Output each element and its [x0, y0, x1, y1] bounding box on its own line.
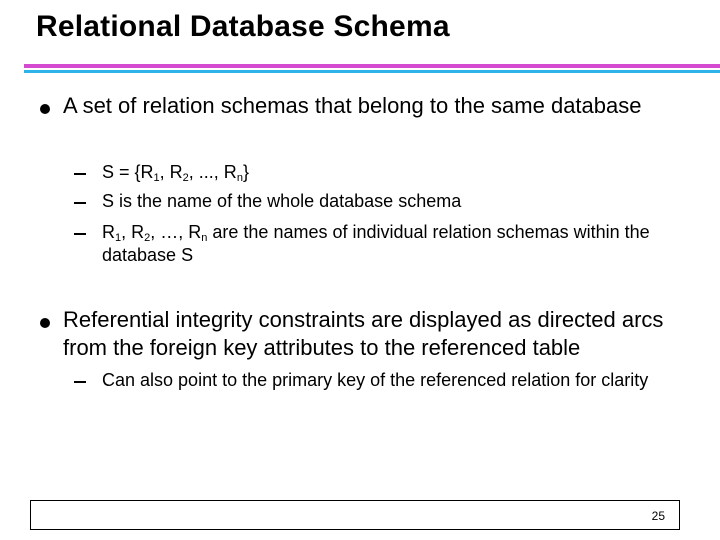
- slide-title: Relational Database Schema: [36, 10, 450, 43]
- subbullet-1-2: S is the name of the whole database schema: [102, 191, 462, 211]
- dash-icon: [74, 202, 86, 204]
- dash-icon: [74, 381, 86, 383]
- page-number: 25: [651, 509, 665, 523]
- subbullet-1-1: $S = \{R_1$, $R_2$, ..., $R_n$}: [102, 162, 249, 184]
- bullet-dot: [40, 104, 50, 114]
- dash-icon: [74, 233, 86, 235]
- subbullet-1-3: $R_1$, $R_2$, …, $R_n$ are the names of individual relation schemas within the database S: [102, 222, 650, 265]
- subbullet-2-1: Can also point to the primary key of the referenced relation for clarity: [102, 370, 649, 390]
- bullet-text-1: A set of relation schemas that belong to the same database: [63, 93, 642, 118]
- title-rule-cyan: [24, 70, 720, 73]
- bullet-dot: [40, 318, 50, 328]
- dash-icon: [74, 173, 86, 175]
- footer-box: [30, 500, 680, 530]
- title-rule-magenta: [24, 64, 720, 68]
- bullet-text-2: Referential integrity constraints are displayed as directed arcs from the foreign key attributes to the referenced table: [63, 307, 664, 360]
